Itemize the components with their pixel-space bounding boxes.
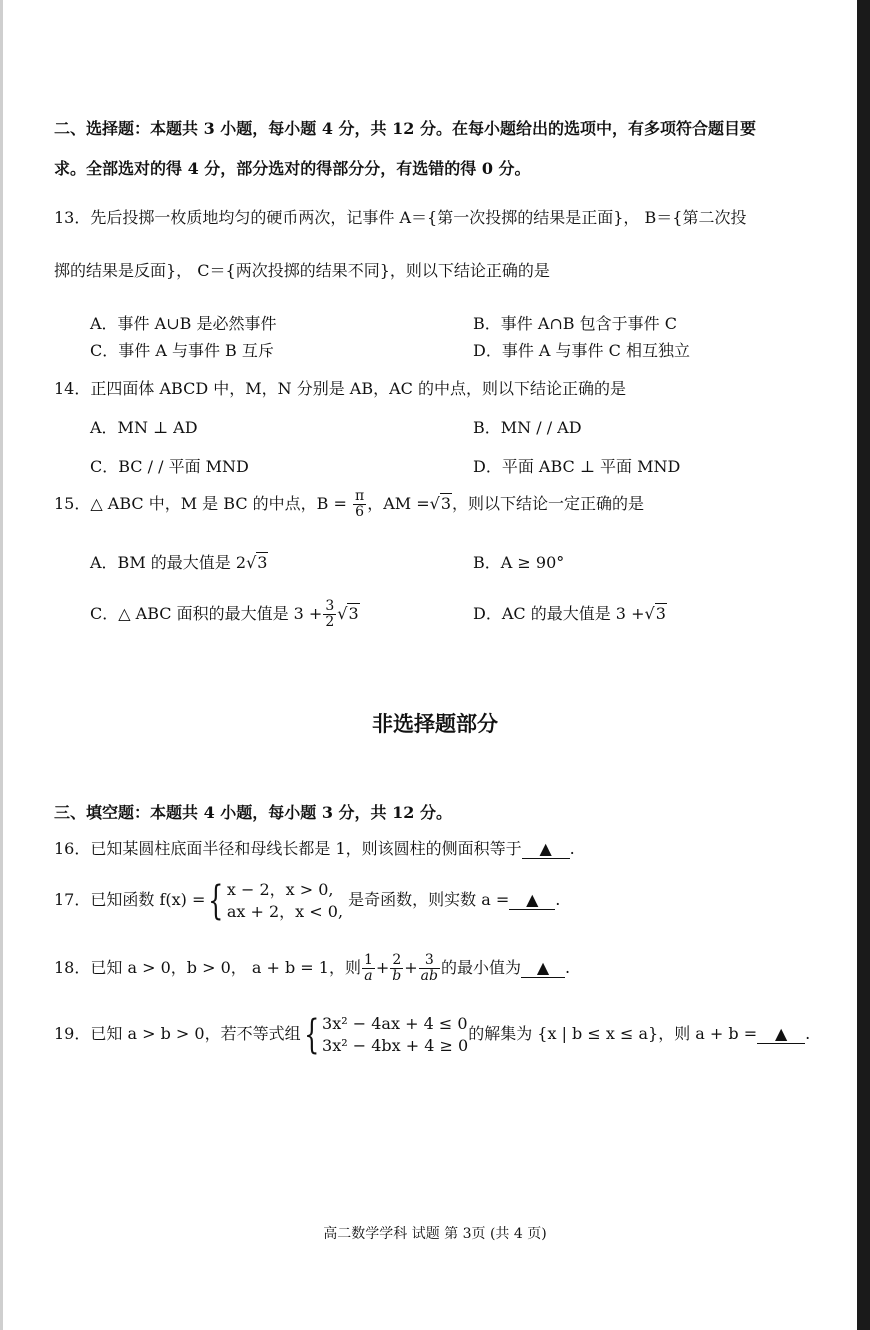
q19-end: . [805,1024,811,1043]
q18-frac-3 [419,953,440,984]
q18-frac1-den: a [364,968,373,984]
q19-inequality-1: 3x² − 4ax + 4 ≤ 0 [322,1013,468,1033]
q15-option-b: B．A ≥ 90° [473,553,565,572]
q13-option-a: A．事件 A∪B 是必然事件 [90,314,277,333]
q17-answer-blank: ▲ [509,891,555,910]
q14-stem-line [54,378,626,400]
q18-frac2-den: b [392,968,402,984]
q16-line [54,838,575,860]
q16-stem: 已知某圆柱底面半径和母线长都是 1，则该圆柱的侧面积等于 [90,839,522,858]
q15-option-a: A．BM 的最大值是 2√3 [90,553,268,572]
q14-option-a: A．MN ⊥ AD [90,418,198,437]
q15-sqrt: 3 [440,494,452,513]
q18-number: 18． [54,958,91,977]
q18-stem-a: 已知 a > 0，b > 0， a + b = 1，则 [90,958,361,977]
section3-header: 三、填空题：本题共 4 小题，每小题 3 分，共 12 分。 [54,803,452,822]
q17-case2: ax + 2，x < 0, [226,901,344,921]
q18-stem-b: 的最小值为 [440,958,521,977]
q18-answer-blank: ▲ [521,959,565,978]
q13-event-b: B＝{第二次投 [644,208,747,227]
q19-stem-b: 的解集为 {x | b ≤ x ≤ a}，则 a + b = [468,1024,758,1043]
q15-option-a-text: A．BM 的最大值是 2 [90,553,247,572]
q15-option-c-frac-numerator: 3 [325,598,335,614]
q18-end: . [565,958,571,977]
q15-stem-c: ，则以下结论一定正确的是 [452,494,645,513]
q18-frac-2 [390,953,403,984]
q18-frac3-num: 3 [419,953,440,969]
q13-line2-text: 掷的结果是反面}， [54,261,193,280]
section-heading: 非选择题部分 [372,711,498,736]
q18-line [54,948,570,988]
q18-frac3-den: ab [420,968,438,984]
q19-inequality-2: 3x² − 4bx + 4 ≥ 0 [322,1035,469,1055]
q13-option-d: D．事件 A 与事件 C 相互独立 [473,341,690,360]
q15-option-d-text: D．AC 的最大值是 3 + [473,604,645,623]
q19-answer-blank: ▲ [757,1025,805,1044]
q15-stem-b: ，AM = [367,494,430,513]
q18-plus-2: + [404,958,418,977]
q13-line1 [54,207,746,229]
q14-option-c: C．BC / / 平面 MND [90,457,249,476]
q19-inequality-system [322,1013,468,1057]
q17-line [54,876,560,924]
q15-frac-numerator: π [355,488,365,504]
q18-frac1-num: 1 [363,952,373,968]
q15-stem-line: 15．△ ABC 中，M 是 BC 的中点，B = $\frac{\pi}{6}$ ，AM =√3，则以下结论一定正确的是 [54,488,645,520]
section2-line2: 求。全部选对的得 4 分，部分选对的得部分分，有选错的得 0 分。 [54,159,531,178]
q19-line [54,1010,810,1058]
q17-case1: x − 2，x > 0, [226,879,334,899]
scan-edge-left [0,0,3,1330]
q13-event-c: C＝{两次投掷的结果不同}，则以下结论正确的是 [197,261,550,280]
q16-answer-blank: ▲ [522,840,570,859]
q15-option-c-text: C．△ ABC 面积的最大值是 3 + [90,604,323,623]
q16-number: 16． [54,839,91,858]
q19-brace: { [303,1011,319,1058]
q18-plus-1: + [375,958,390,977]
q19-number: 19． [54,1024,91,1043]
q13-number: 13． [54,208,91,227]
q15-fraction-pi-6 [353,489,366,520]
q17-stem-b: 是奇函数，则实数 a = [348,890,510,909]
scan-edge-right [857,0,870,1330]
q17-brace: { [208,877,224,924]
q17-piecewise [227,879,343,923]
q14-number: 14． [54,379,91,398]
q18-frac2-num: 2 [390,953,403,969]
q13-line2 [54,260,550,282]
q15-option-c-sqrt: 3 [348,604,359,623]
q17-number: 17． [54,890,91,909]
q15-option-c-frac-denominator: 2 [325,614,335,630]
q14-stem: 正四面体 ABCD 中，M，N 分别是 AB，AC 的中点，则以下结论正确的是 [90,379,626,398]
q17-stem-a: 已知函数 f(x) = [90,890,206,909]
q18-frac-1 [362,953,375,984]
q15-number: 15． [54,494,91,513]
q16-end: . [569,839,575,858]
q17-end: . [555,890,561,909]
q19-stem-a: 已知 a > b > 0，若不等式组 [90,1024,301,1043]
section2-line1: 二、选择题：本题共 3 小题，每小题 4 分，共 12 分。在每小题给出的选项中，有多项符合题目要 [54,119,756,138]
q13-option-c: C．事件 A 与事件 B 互斥 [90,341,274,360]
q15-option-c: C．△ ABC 面积的最大值是 3 + $\frac{3}{2}$ √3 [90,598,359,630]
q15-frac-denominator: 6 [355,504,365,520]
q15-option-d: D．AC 的最大值是 3 +√3 [473,604,666,623]
q13-option-b: B．事件 A∩B 包含于事件 C [473,314,677,333]
q14-option-d: D．平面 ABC ⊥ 平面 MND [473,457,681,476]
q15-option-c-fraction [323,599,336,630]
q14-option-b: B．MN / / AD [473,418,582,437]
q13-event-a: A＝{第一次投掷的结果是正面}， [399,208,640,227]
q15-option-d-sqrt: 3 [655,604,666,623]
q15-stem-a: △ ABC 中，M 是 BC 的中点，B = [90,494,347,513]
page-footer: 高二数学学科 试题 第 3页 (共 4 页) [323,1226,547,1242]
q15-option-a-sqrt: 3 [257,553,268,572]
q13-stem: 先后投掷一枚质地均匀的硬币两次，记事件 [90,208,395,227]
